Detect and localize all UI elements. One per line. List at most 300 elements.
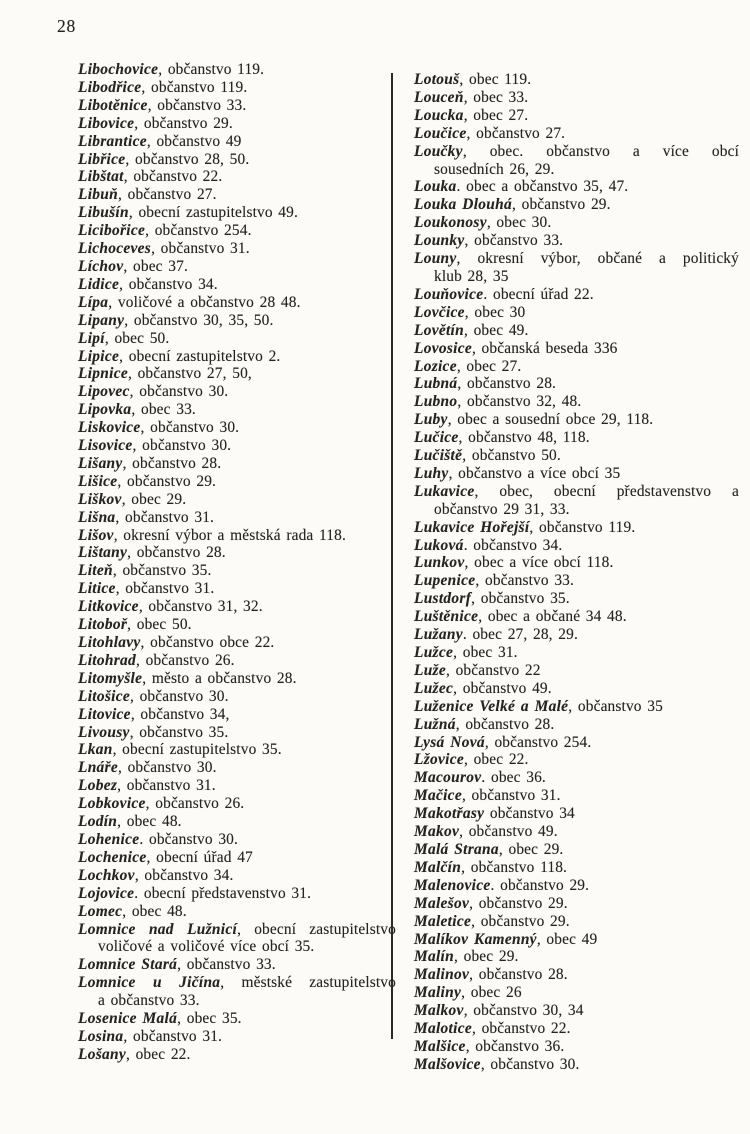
index-entry: [78, 312, 396, 330]
index-entry: [78, 204, 396, 222]
index-entry: [78, 437, 396, 455]
entry-first-line: [78, 848, 396, 867]
entry-references: , občanstvo 35.: [112, 562, 212, 580]
entry-headword: Luštěnice: [414, 608, 479, 626]
index-entry: [414, 841, 739, 859]
entry-references: , obec a občané 34 48.: [478, 608, 627, 626]
index-entry: [78, 706, 396, 724]
entry-headword: Losina: [78, 1027, 124, 1045]
entry-first-line: [78, 419, 396, 437]
entry-first-line: [414, 178, 739, 196]
index-entry: [78, 79, 396, 97]
entry-headword: Loučice: [414, 124, 467, 142]
entry-references: , obec 29.: [121, 490, 187, 508]
entry-headword: Malkov: [414, 1002, 464, 1020]
index-entry: [414, 948, 739, 966]
entry-first-line: [414, 518, 739, 537]
entry-first-line: [414, 769, 739, 787]
entry-first-line: [78, 437, 396, 455]
entry-references: , občanstvo 29.: [512, 196, 611, 214]
entry-references: , občanstvo 50.: [462, 447, 561, 465]
entry-references: , obec 49.: [463, 321, 529, 339]
entry-references: , občanstvo 31.: [117, 777, 216, 795]
entry-references: , občanstvo 49: [146, 132, 242, 150]
index-entry: [78, 186, 396, 204]
index-entry: [78, 115, 396, 133]
entry-references: , občanstvo 34,: [130, 705, 230, 723]
entry-first-line: [414, 608, 739, 626]
index-entry: [414, 250, 739, 286]
entry-headword: Malšovice: [414, 1055, 481, 1073]
index-entry: [78, 616, 396, 634]
index-entry: [414, 1002, 739, 1020]
index-entry: [414, 859, 739, 877]
entry-references: , obecní zastupitelstvo 49.: [128, 204, 298, 222]
entry-references: , obec 35.: [177, 1010, 242, 1028]
entry-headword: Lobkovice: [78, 795, 146, 813]
entry-headword: Litovice: [78, 705, 131, 723]
index-entry: [414, 590, 739, 608]
entry-references: . občanstvo 34.: [463, 536, 563, 554]
entry-headword: Litošice: [78, 687, 130, 705]
entry-headword: Louka: [414, 178, 457, 196]
index-entry: [414, 913, 739, 931]
entry-headword: Lovosice: [414, 339, 472, 357]
entry-references: , občanstvo 28.: [457, 375, 557, 393]
entry-references: , občanstvo 33.: [147, 96, 247, 114]
entry-references: , občanstvo 31.: [115, 580, 215, 598]
entry-first-line: [78, 1027, 396, 1046]
entry-headword: Lipí: [78, 329, 105, 347]
index-entry: [414, 716, 739, 734]
index-entry: [78, 527, 396, 545]
entry-first-line: [414, 787, 739, 805]
entry-headword: Lustdorf: [414, 590, 472, 608]
entry-headword: Libochovice: [78, 61, 159, 78]
entry-references: , občanstvo 28.: [455, 715, 555, 733]
entry-headword: Livousy: [78, 723, 130, 741]
index-entry: [414, 214, 739, 232]
entry-headword: Lovčice: [414, 303, 465, 321]
entry-headword: Malčín: [414, 858, 462, 876]
entry-references: , voličové a občanstvo 28 48.: [108, 293, 301, 311]
entry-headword: Lovětín: [414, 321, 464, 339]
entry-references: , obecní úřad 47: [146, 848, 253, 866]
entry-first-line: [78, 544, 396, 562]
entry-wrap-line: voličové a voličové více obcí 35.: [98, 938, 315, 956]
entry-first-line: [414, 751, 739, 769]
entry-references: , občanstvo 28, 50.: [125, 150, 250, 168]
entry-references: , obec a sousední obce 29, 118.: [447, 411, 654, 429]
entry-first-line: [78, 813, 396, 831]
entry-headword: Lodín: [78, 813, 118, 831]
entry-first-line: [78, 866, 396, 885]
index-entry: [78, 849, 396, 867]
entry-first-line: [78, 705, 396, 724]
entry-first-line: [414, 393, 739, 411]
index-entry: [414, 429, 739, 447]
entry-headword: Lozice: [414, 357, 457, 375]
entry-headword: Makotřasy: [414, 805, 485, 823]
entry-first-line: [414, 1037, 739, 1056]
entry-first-line: [414, 447, 739, 465]
entry-references: , občanstvo 31.: [115, 508, 215, 526]
entry-first-line: [414, 536, 739, 555]
entry-first-line: [414, 303, 739, 322]
entry-first-line: [78, 759, 396, 777]
index-entry: [78, 741, 396, 759]
entry-references: , občanstvo 29.: [117, 472, 217, 490]
entry-headword: Luhy: [414, 464, 449, 482]
index-entry: [414, 877, 739, 895]
index-column-left: [78, 61, 396, 1064]
entry-references: , občanstvo 33.: [177, 956, 276, 974]
entry-first-line: [78, 365, 396, 383]
entry-headword: Malenovice: [414, 876, 491, 894]
entry-references: , občanstvo 22.: [471, 1020, 571, 1038]
entry-first-line: [78, 616, 396, 634]
entry-references: . obecní představenstvo 31.: [134, 884, 312, 902]
entry-references: , občanstvo 27, 50,: [127, 365, 252, 383]
entry-headword: Lochenice: [78, 848, 147, 866]
index-entry: [78, 473, 396, 491]
entry-first-line: [78, 508, 396, 527]
entry-headword: Luková: [414, 536, 464, 554]
entry-wrap-line: občanstvo 29 31, 33.: [434, 500, 570, 518]
entry-headword: Malinov: [414, 966, 470, 984]
entry-first-line: [414, 285, 739, 304]
entry-references: , obec 30: [464, 303, 526, 321]
entry-first-line: [78, 204, 396, 222]
page-number: 28: [57, 16, 77, 36]
index-entry: [414, 375, 739, 393]
entry-references: , občanstvo 26.: [145, 795, 245, 813]
entry-references: , obec 48.: [122, 902, 187, 920]
entry-references: , obec 29.: [498, 840, 564, 858]
index-entry: [78, 258, 396, 276]
index-entry: [78, 294, 396, 312]
entry-headword: Lounky: [414, 232, 465, 250]
index-entry: [78, 365, 396, 383]
entry-wrap-line: klub 28, 35: [434, 267, 509, 285]
index-entry: [414, 572, 739, 590]
entry-first-line: [78, 168, 396, 186]
entry-first-line: [414, 805, 739, 823]
entry-first-line: [78, 902, 396, 921]
entry-references: , obec 33.: [131, 401, 196, 419]
entry-references: , občanstvo 31, 32.: [138, 598, 263, 616]
entry-headword: Libštat: [78, 168, 124, 186]
entry-headword: Líchov: [78, 257, 124, 275]
entry-references: , občanstvo 119.: [141, 78, 248, 96]
entry-headword: Liskovice: [78, 419, 141, 437]
entry-headword: Lisovice: [78, 437, 133, 455]
entry-references: , občanstvo 31.: [123, 1027, 223, 1045]
index-entry: [414, 483, 739, 519]
entry-references: , obec a více obcí 118.: [464, 554, 614, 572]
entry-headword: Luže: [414, 661, 446, 679]
entry-headword: Malešov: [414, 894, 470, 912]
entry-references: , obec 48.: [117, 813, 182, 831]
entry-references: , občanstvo 29.: [134, 114, 233, 132]
index-entry: [78, 903, 396, 921]
entry-first-line: [414, 894, 739, 913]
entry-first-line: [78, 186, 396, 204]
entry-references: , obec 22.: [463, 751, 529, 769]
entry-references: , občanstvo 27.: [118, 186, 217, 204]
entry-references: , městské zastupitelstvo: [220, 974, 396, 992]
index-entry: [78, 1028, 396, 1046]
index-entry: [78, 885, 396, 903]
entry-references: , obec 50.: [127, 616, 192, 634]
entry-references: , občanstvo 49.: [459, 823, 558, 841]
index-entry: [78, 491, 396, 509]
entry-first-line: [78, 257, 396, 276]
index-entry: [414, 1038, 739, 1056]
entry-first-line: [78, 222, 396, 240]
entry-headword: Lunkov: [414, 554, 465, 572]
entry-references: , občanstvo 30, 35, 50.: [124, 311, 274, 329]
entry-headword: Lištany: [78, 544, 128, 562]
entry-first-line: [78, 150, 396, 169]
entry-references: , občanstvo 28.: [469, 966, 568, 984]
entry-headword: Malotice: [414, 1020, 472, 1038]
entry-first-line: [78, 329, 396, 348]
entry-references: , obec 50.: [104, 329, 170, 347]
entry-references: , obec 27.: [456, 357, 522, 375]
entry-headword: Maletice: [414, 912, 472, 930]
entry-references: , obec 22.: [125, 1045, 191, 1063]
entry-first-line: [78, 490, 396, 509]
index-entry: [78, 330, 396, 348]
index-entry: [78, 222, 396, 240]
entry-references: , občanstvo 254.: [484, 733, 592, 751]
entry-references: , občanstvo 22.: [123, 168, 223, 186]
entry-headword: Loucka: [414, 106, 464, 124]
index-entry: [78, 240, 396, 258]
index-entry: [414, 232, 739, 250]
index-entry: [414, 805, 739, 823]
index-entry: [414, 358, 739, 376]
index-entry: [414, 465, 739, 483]
entry-references: , občanstvo 119.: [158, 61, 265, 78]
index-entry: [78, 562, 396, 580]
entry-references: , občanstvo 27.: [466, 124, 566, 142]
index-entry: [414, 644, 739, 662]
entry-references: , občanstvo 30.: [140, 419, 240, 437]
entry-references: , obecní zastupitelstvo 35.: [112, 741, 282, 759]
entry-first-line: [414, 196, 739, 214]
entry-headword: Lubno: [414, 393, 458, 411]
entry-references: , občanstvo 254.: [145, 222, 252, 240]
entry-references: občanstvo 34: [484, 805, 575, 823]
entry-headword: Litohlavy: [78, 634, 141, 651]
entry-headword: Macourov: [414, 769, 482, 787]
entry-headword: Lomnice u Jičína: [78, 974, 221, 992]
index-entry: [78, 1046, 396, 1064]
entry-references: , občanstvo 30.: [480, 1055, 580, 1073]
entry-references: . obecní úřad 22.: [483, 285, 594, 303]
entry-references: , občanstvo 30, 34: [463, 1002, 584, 1020]
entry-first-line: [78, 687, 396, 706]
entry-references: , obec 37.: [123, 257, 188, 275]
entry-first-line: [78, 777, 396, 795]
entry-references: , obecní zastupitelstvo 2.: [119, 347, 281, 365]
entry-headword: Lomec: [78, 902, 123, 920]
entry-references: , občanstvo 30.: [129, 687, 229, 705]
index-entry: [414, 89, 739, 107]
entry-references: . obec a občanstvo 35, 47.: [456, 178, 629, 196]
entry-headword: Lnáře: [78, 759, 118, 777]
entry-wrap-line: sousedních 26, 29.: [434, 160, 555, 178]
entry-headword: Lošany: [78, 1045, 126, 1063]
entry-references: , obec 29.: [454, 948, 519, 966]
entry-headword: Lomnice Stará: [78, 956, 178, 974]
entry-first-line: [414, 124, 739, 143]
index-entry: [414, 680, 739, 698]
index-entry: [78, 652, 396, 670]
index-entry: [78, 670, 396, 688]
entry-headword: Louny: [414, 250, 457, 268]
index-entry: [414, 393, 739, 411]
entry-references: , občanstvo 30.: [132, 437, 232, 455]
entry-headword: Lichoceves: [78, 240, 152, 258]
index-entry: [414, 178, 739, 196]
index-entry: [414, 787, 739, 805]
entry-headword: Malá Strana: [414, 840, 499, 858]
index-entry: [414, 71, 739, 89]
entry-references: , okresní výbor, občané a politický: [456, 250, 739, 268]
entry-headword: Lojovice: [78, 884, 135, 902]
entry-references: , občanstvo 26.: [136, 651, 235, 669]
entry-references: , občanstvo 33.: [475, 572, 575, 590]
entry-references: . občanstvo 29.: [490, 876, 590, 894]
entry-references: , občanstvo 36.: [465, 1037, 565, 1055]
index-entry: [78, 598, 396, 616]
entry-first-line: [78, 795, 396, 813]
entry-references: , občanstvo 35.: [129, 723, 229, 741]
entry-headword: Lužná: [414, 715, 456, 733]
entry-first-line: [414, 411, 739, 429]
index-entry: [78, 133, 396, 151]
entry-references: , občanstvo 119.: [529, 518, 636, 536]
entry-first-line: [78, 598, 396, 616]
index-entry: [414, 823, 739, 841]
index-entry: [414, 984, 739, 1002]
entry-headword: Libřice: [78, 150, 126, 168]
index-entry: [414, 143, 739, 179]
entry-first-line: [78, 61, 396, 79]
index-entry: [78, 795, 396, 813]
entry-first-line: [78, 1010, 396, 1028]
entry-headword: Lišany: [78, 454, 123, 472]
entry-first-line: [414, 429, 739, 447]
entry-headword: Lužec: [414, 679, 454, 697]
entry-headword: Lidice: [78, 275, 120, 293]
entry-first-line: [414, 142, 739, 161]
entry-headword: Libušín: [78, 204, 129, 222]
entry-references: , obec, obecní představenstvo a: [474, 482, 739, 500]
entry-headword: Louceň: [414, 88, 464, 106]
index-entry: [78, 759, 396, 777]
entry-headword: Lysá Nová: [414, 733, 485, 751]
entry-references: , občanstvo 32, 48.: [457, 393, 582, 411]
entry-references: , občanstvo 49.: [453, 679, 552, 697]
entry-first-line: [414, 554, 739, 572]
entry-references: , občanstvo 31.: [151, 240, 250, 258]
entry-first-line: [78, 114, 396, 133]
entry-first-line: [414, 733, 739, 752]
entry-first-line: [78, 347, 396, 366]
entry-headword: Mačice: [414, 787, 462, 805]
entry-first-line: [78, 96, 396, 115]
entry-first-line: [414, 572, 739, 590]
index-entry: [78, 921, 396, 957]
entry-headword: Lužce: [414, 644, 454, 661]
entry-headword: Lužany: [414, 626, 463, 644]
entry-first-line: [414, 840, 739, 859]
entry-headword: Lomnice nad Lužnicí: [78, 920, 238, 938]
entry-first-line: [414, 930, 739, 949]
entry-headword: Lžovice: [414, 751, 464, 769]
index-entry: [78, 401, 396, 419]
entry-headword: Lipice: [78, 347, 120, 365]
entry-references: , občanstvo 33.: [464, 232, 564, 250]
index-entry: [78, 509, 396, 527]
entry-references: , občanstvo 29.: [469, 894, 568, 912]
entry-references: , obecní zastupitelstvo: [237, 920, 396, 938]
entry-references: , obec 33.: [463, 88, 529, 106]
entry-headword: Liteň: [78, 562, 113, 580]
entry-headword: Lubná: [414, 375, 458, 393]
index-entry: [414, 734, 739, 752]
entry-wrap-line: a občanstvo 33.: [98, 992, 200, 1010]
entry-first-line: [414, 1002, 739, 1020]
entry-first-line: [414, 214, 739, 232]
entry-headword: Litomyšle: [78, 669, 143, 687]
index-entry: [414, 537, 739, 555]
index-entry: [414, 751, 739, 769]
entry-headword: Luby: [414, 411, 448, 429]
entry-references: , občanstvo 28.: [127, 544, 226, 562]
entry-first-line: [78, 526, 396, 545]
entry-references: , občanstvo a více obcí 35: [448, 464, 621, 482]
entry-first-line: [78, 78, 396, 97]
entry-headword: Loukonosy: [414, 214, 487, 232]
entry-headword: Lišna: [78, 508, 116, 526]
entry-headword: Lučiště: [414, 447, 463, 465]
entry-headword: Malšice: [414, 1037, 466, 1055]
entry-headword: Litohrad: [78, 651, 136, 669]
entry-references: , občanstvo 48, 118.: [458, 429, 590, 447]
index-entry: [414, 447, 739, 465]
entry-references: , občanstvo 35: [568, 697, 663, 715]
entry-headword: Libuň: [78, 186, 118, 204]
entry-references: . obec 36.: [481, 769, 546, 787]
entry-first-line: [78, 275, 396, 294]
entry-first-line: [78, 920, 396, 939]
entry-first-line: [78, 651, 396, 670]
entry-first-line: [414, 823, 739, 841]
entry-first-line: [414, 71, 739, 89]
entry-references: , město a občanstvo 28.: [142, 669, 297, 687]
entry-headword: Lohenice: [78, 830, 140, 848]
entry-first-line: [78, 454, 396, 473]
index-entry: [78, 688, 396, 706]
entry-references: , občanstvo 30.: [129, 383, 229, 401]
index-entry: [414, 966, 739, 984]
entry-headword: Maliny: [414, 984, 462, 1002]
